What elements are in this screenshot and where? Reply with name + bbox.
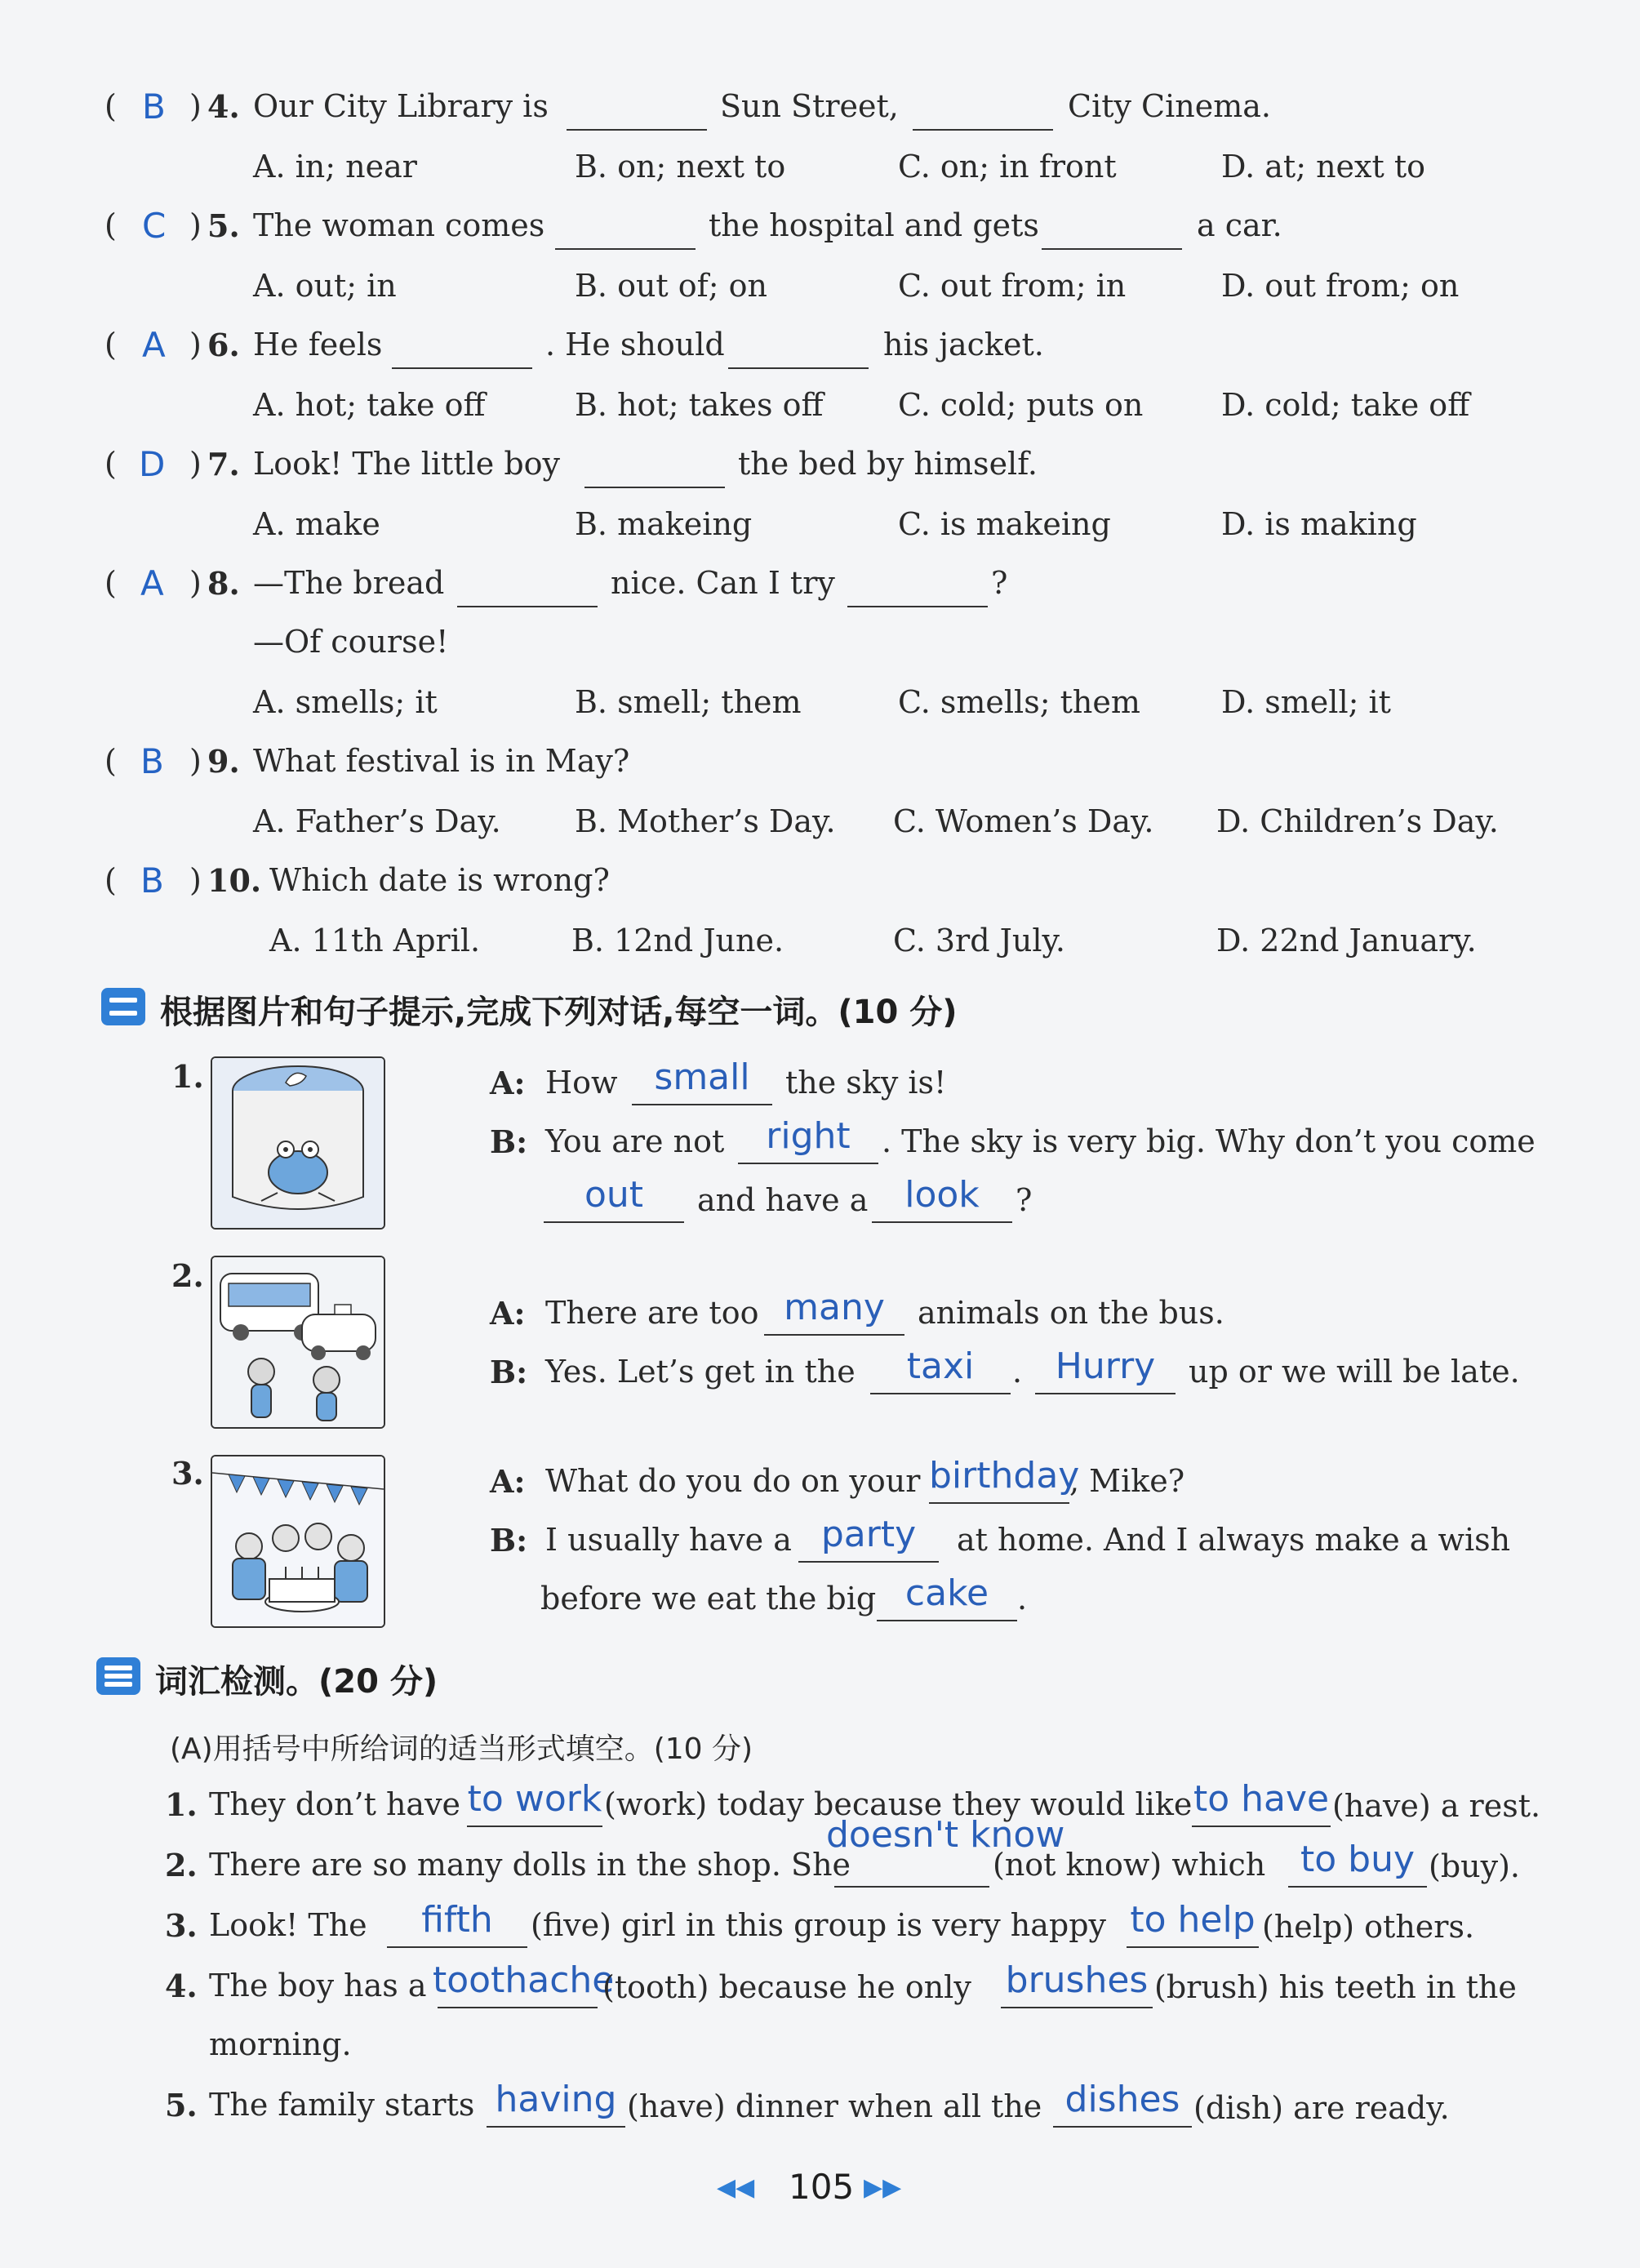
answer-fill: look: [904, 1174, 980, 1216]
blank-line: [798, 1561, 939, 1563]
blank-line: [1127, 1946, 1259, 1948]
answer-letter: A: [142, 325, 166, 365]
blank-line: [555, 248, 696, 250]
answer-fill: out: [584, 1174, 644, 1216]
blank-line: [1192, 1826, 1331, 1827]
blank-line: [632, 1104, 772, 1105]
frog-in-well-picture: [211, 1056, 385, 1230]
blank-line: [929, 1502, 1069, 1504]
next-arrows-icon: ▶▶: [864, 2173, 902, 2202]
blank-line: [487, 2126, 625, 2128]
answer-fill: doesn't know: [826, 1814, 1065, 1856]
answer-fill: to buy: [1300, 1839, 1415, 1880]
blank-line: [764, 1334, 904, 1336]
answer-fill: to have: [1193, 1778, 1330, 1820]
blank-line: [1288, 1886, 1427, 1888]
blank-line: [877, 1620, 1017, 1621]
answer-fill: fifth: [421, 1899, 493, 1941]
answer-fill: brushes: [1005, 1959, 1149, 2001]
section-3-title: 词汇检测。(20 分): [155, 1663, 438, 1701]
answer-fill: small: [654, 1056, 750, 1098]
blank-line: [728, 367, 869, 369]
section-2-badge-icon: [101, 988, 145, 1025]
blank-line: [457, 606, 598, 607]
blank-line: [584, 487, 725, 488]
blank-line: [1053, 2126, 1192, 2128]
blank-line: [1042, 248, 1182, 250]
answer-fill: Hurry: [1055, 1345, 1156, 1387]
prev-arrows-icon: ◀◀: [717, 2173, 755, 2202]
page-number: 105: [789, 2167, 855, 2207]
answer-letter: B: [140, 861, 164, 901]
answer-fill: to help: [1130, 1899, 1256, 1941]
blank-line: [1035, 1393, 1176, 1394]
blank-line: [1001, 2007, 1153, 2008]
blank-line: [467, 1826, 602, 1827]
blank-line: [872, 1221, 1012, 1223]
answer-fill: dishes: [1064, 2079, 1180, 2120]
blank-line: [738, 1163, 878, 1164]
answer-fill: cake: [904, 1572, 989, 1614]
answer-letter: D: [139, 444, 166, 484]
answer-fill: taxi: [906, 1345, 975, 1387]
answer-letter: A: [140, 563, 164, 603]
answer-fill: having: [495, 2079, 617, 2120]
blank-line: [438, 2007, 598, 2008]
section-2-title: 根据图片和句子提示,完成下列对话,每空一词。(10 分): [160, 994, 958, 1031]
blank-line: [870, 1393, 1011, 1394]
answer-fill: birthday: [929, 1455, 1080, 1496]
section-3-subtitle: (A)用括号中所给词的适当形式填空。(10 分): [170, 1732, 753, 1766]
answer-fill: party: [820, 1514, 917, 1555]
blank-line: [567, 129, 707, 131]
answer-letter: B: [142, 87, 166, 127]
answer-fill: toothache: [433, 1959, 615, 2001]
blank-line: [392, 367, 532, 369]
answer-letter: C: [142, 206, 167, 246]
blank-line: [913, 129, 1053, 131]
answer-fill: to work: [467, 1778, 602, 1820]
blank-line: [387, 1946, 527, 1948]
answer-fill: right: [766, 1115, 851, 1157]
answer-fill: many: [784, 1287, 885, 1328]
worksheet-page: ( B ) 4. Our City Library is Sun Street, City Cinema. A. in; near B. on; next to C. on; in front D. at; next to ( C ) 5. The woman comes the hospital and gets a car. A. out; in B. out of; on C. out from; in D. out from; on ( A ) 6. He feels . He should his jacket. A. hot; take off B. hot; takes off C. cold; puts on D. cold; take off ( D ) 7. Look! The little boy the bed by himself. A. make B. makeing C. is makeing D. is making ( A ) 8. —The bread nice. Can I try ? —Of course! A. smells; it B. smell; them C. smells; them D. smell; it ( B ) 9. What festival is in May? A. Father’s Day. B. Mother’s Day. C. Women’s Day. D. Children’s Day. ( B ) 10. Which date is wrong? A. 11th April. B. 12nd June. C. 3rd July. D. 22nd January. 根据图片和句子提示,完成下列对话,每空一词。(10 分) 1. A: How small the sky is! B: You are not right . The sky is very big. Why don’t you come out and have a look ? 2. A: There are too many animals on the bus. B: Yes. Let’s get in the taxi . Hurry up or we will be late. 3. A: What do you do on your birthday , Mike? B: I usually have a party at home. And I always make a wish before we eat the big cake . 词汇检测。(20 分) (A)用括号中所给词的适当形式填空。(10 分) 1. They don’t have to work (work) today because they would like to have (have) a rest. 2. There are so many dolls in the shop. She doesn't know (not know) which to buy (buy). 3. Look! The fifth (five) girl in this group is very happy to help (help) others. 4. The boy has a toothache (tooth) because he only brushes (brush) his teeth in the morning. 5. The family starts having (have) dinner when all the dishes (dish) are ready. ◀◀ 105 ▶▶: [0, 0, 1640, 2268]
bus-and-taxi-picture: [211, 1256, 385, 1429]
blank-line: [834, 1886, 989, 1888]
blank-line: [847, 606, 988, 607]
birthday-party-picture: [211, 1455, 385, 1628]
blank-line: [544, 1221, 684, 1223]
section-3-badge-icon: [96, 1657, 140, 1695]
answer-letter: B: [140, 741, 164, 781]
